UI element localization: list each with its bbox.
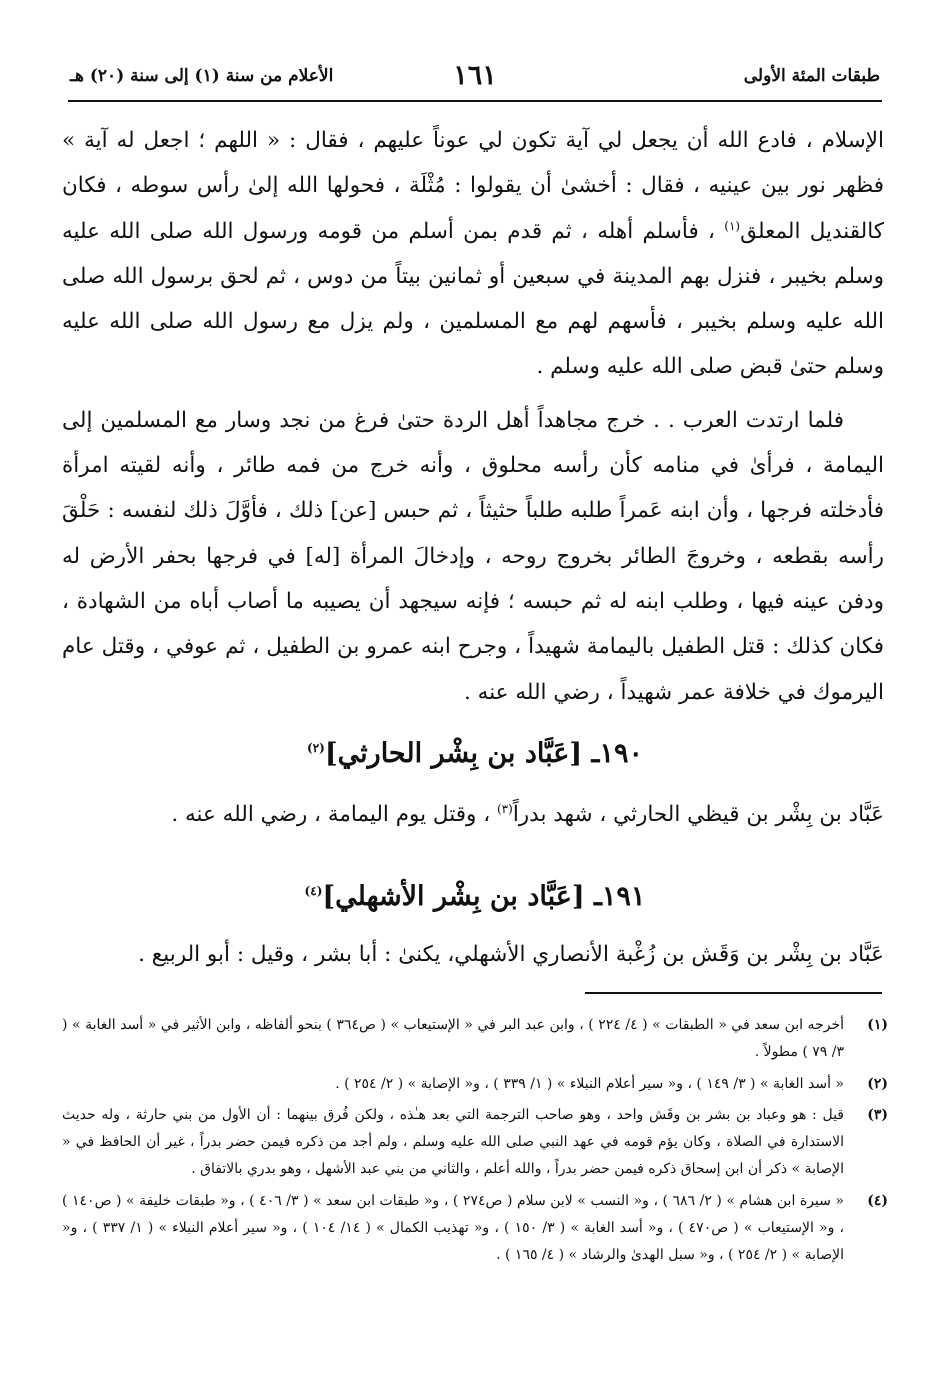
footnotes	[62, 1012, 888, 1270]
footnote-divider	[585, 992, 882, 994]
footnote-number: (٣)	[867, 1106, 888, 1123]
footnote-ref-3: (٣)	[496, 801, 513, 816]
footnote-text: « سيرة ابن هشام » ( ٢/ ٦٨٦ ) ، و« النسب » لابن سلام ( ص٢٧٤ ) ، و« طبقات ابن سعد » ( ٣/ ٤٠٦ ) ، و« طبقات خليفة » ( ص١٤٠ ) ، و« الإستيعاب » ( ص٤٧٠ ) ، و« أسد الغابة » ( ٣/ ١٥٠ ) ، و« تهذيب الكمال » ( ١٤/ ١٠٤ ) ، و« سير أعلام النبلاء » ( ١/ ٣٣٧ ) ، و« الإصابة » ( ٢/ ٢٥٤ ) ، و« سبل الهدىٰ والرشاد » ( ٤/ ١٦٥ ) .	[62, 1192, 845, 1264]
footnote-4	[62, 1188, 888, 1270]
book-title: طبقات المئة الأولى	[743, 66, 880, 86]
entry-191-text-a: عَبَّاد بن بِشْر بن وَقَش بن زُغْبة الأنصاري الأشهلي، يكنىٰ : أبا بشر ، وقيل : أبو الربيع .	[138, 942, 884, 967]
entry-191-text	[62, 942, 884, 967]
entry-190-title	[60, 738, 890, 769]
footnote-text: « أسد الغابة » ( ٣/ ١٤٩ ) ، و« سير أعلام النبلاء » ( ١/ ٣٣٩ ) ، و« الإصابة » ( ٢/ ٢٥٤ ) .	[335, 1075, 844, 1092]
page-number: ١٦١	[453, 60, 497, 91]
paragraph-2: فلما ارتدت العرب . . خرج مجاهداً أهل الردة حتىٰ فرغ من نجد وسار مع المسلمين إلى اليمامة ، فرأىٰ في منامه كأن رأسه محلوق ، وأنه خرج من فمه طائر ، وأنه لقيته امرأة فأدخلته فرجها ، وأن ابنه عَمراً طلبه طلباً حثيثاً ، ثم حبس [عن] ذلك ، فأوَّلَ ذلك لنفسه : حَلْقَ رأسه بقطعه ، وخروجَ الطائر بخروج روحه ، وإدخالَ المرأة [له] في فرجها بحفر الأرض له ودفن عينه فيها ، وطلب ابنه له ثم حبسه ؛ فإنه سيجهد أن يصيبه ما أصاب أباه من الشهادة ، فكان كذلك : قتل الطفيل باليمامة شهيداً ، وجرح ابنه عمرو بن الطفيل ، ثم عوفي ، وقتل عام اليرموك في خلافة عمر شهيداً ، رضي الله عنه .	[62, 407, 884, 705]
entry-190-heading: ١٩٠ـ [عَبَّاد بن بِشْر الحارثي]	[324, 738, 643, 769]
entry-190-text-b: ، وقتل يوم اليمامة ، رضي الله عنه .	[171, 802, 497, 827]
entry-190-text-a: عَبَّاد بن بِشْر بن قيظي الحارثي ، شهد بدراً	[512, 802, 884, 827]
footnote-ref-1: (١)	[724, 218, 741, 233]
entry-190-text	[62, 802, 884, 827]
footnote-number: (٢)	[867, 1075, 888, 1092]
paragraph-1-part-b: ، فأسلم أهله ، ثم قدم بمن أسلم من قومه ورسول الله صلى الله عليه وسلم بخيبر ، فنزل بهم المدينة في سبعين أو ثمانين بيتاً من دوس ، ثم لحق برسول الله صلى الله عليه وسلم بخيبر ، فأسهم لهم مع المسلمين ، ولم يزل مع رسول الله صلى الله عليه وسلم حتىٰ قبض صلى الله عليه وسلم .	[62, 218, 884, 380]
footnote-ref-2: (٢)	[307, 741, 325, 755]
footnote-text: قيل : هو وعباد بن بشر بن وقَش واحد ، وهو صاحب الترجمة التي بعد هـٰذه ، ولكن فُرق بينهما : أن الأول من بني حارثة ، وله حديث الاستدارة في الصلاة ، وكان يؤم قومه في عهد النبي صلى الله عليه وسلم ، ولم أجد من ذكره فيمن حضر بدراً ، غير أن الحافظ في « الإصابة » ذكر أن ابن إسحاق ذكره فيمن حضر بدراً ، والله أعلم ، والثاني من بني عبد الأشهل ، وهو بدري بالاتفاق .	[62, 1106, 844, 1178]
footnote-ref-4: (٤)	[304, 884, 323, 898]
entry-191-title	[60, 881, 890, 912]
footnote-3	[62, 1102, 888, 1184]
paragraph-1-part-a: الإسلام ، فادع الله أن يجعل لي آية تكون لي عوناً عليهم ، فقال : « اللهم ؛ اجعل له آية » فظهر نور بين عينيه ، فقال : أخشىٰ أن يقولوا : مُثْلَة ، فحولها الله إلىٰ رأس سوطه ، فكان كالقنديل المعلق	[62, 128, 884, 244]
running-header	[68, 60, 882, 102]
footnote-2	[62, 1071, 888, 1098]
range-title: الأعلام من سنة (١) إلى سنة (٢٠) هـ	[70, 66, 334, 86]
footnote-1	[62, 1012, 888, 1067]
entry-191-heading: ١٩١ـ [عَبَّاد بن بِشْر الأشهلي]	[322, 881, 646, 912]
footnote-text: أخرجه ابن سعد في « الطبقات » ( ٤/ ٢٢٤ ) ، وابن عبد البر في « الإستيعاب » ( ص٣٦٤ ) بنحو ألفاظه ، وابن الأثير في « أسد الغابة » ( ٣/ ٧٩ ) مطولاً .	[62, 1017, 844, 1061]
main-text	[62, 118, 884, 715]
paragraph-1	[62, 118, 884, 390]
footnote-number: (١)	[867, 1017, 888, 1033]
footnote-number: (٤)	[867, 1192, 888, 1209]
